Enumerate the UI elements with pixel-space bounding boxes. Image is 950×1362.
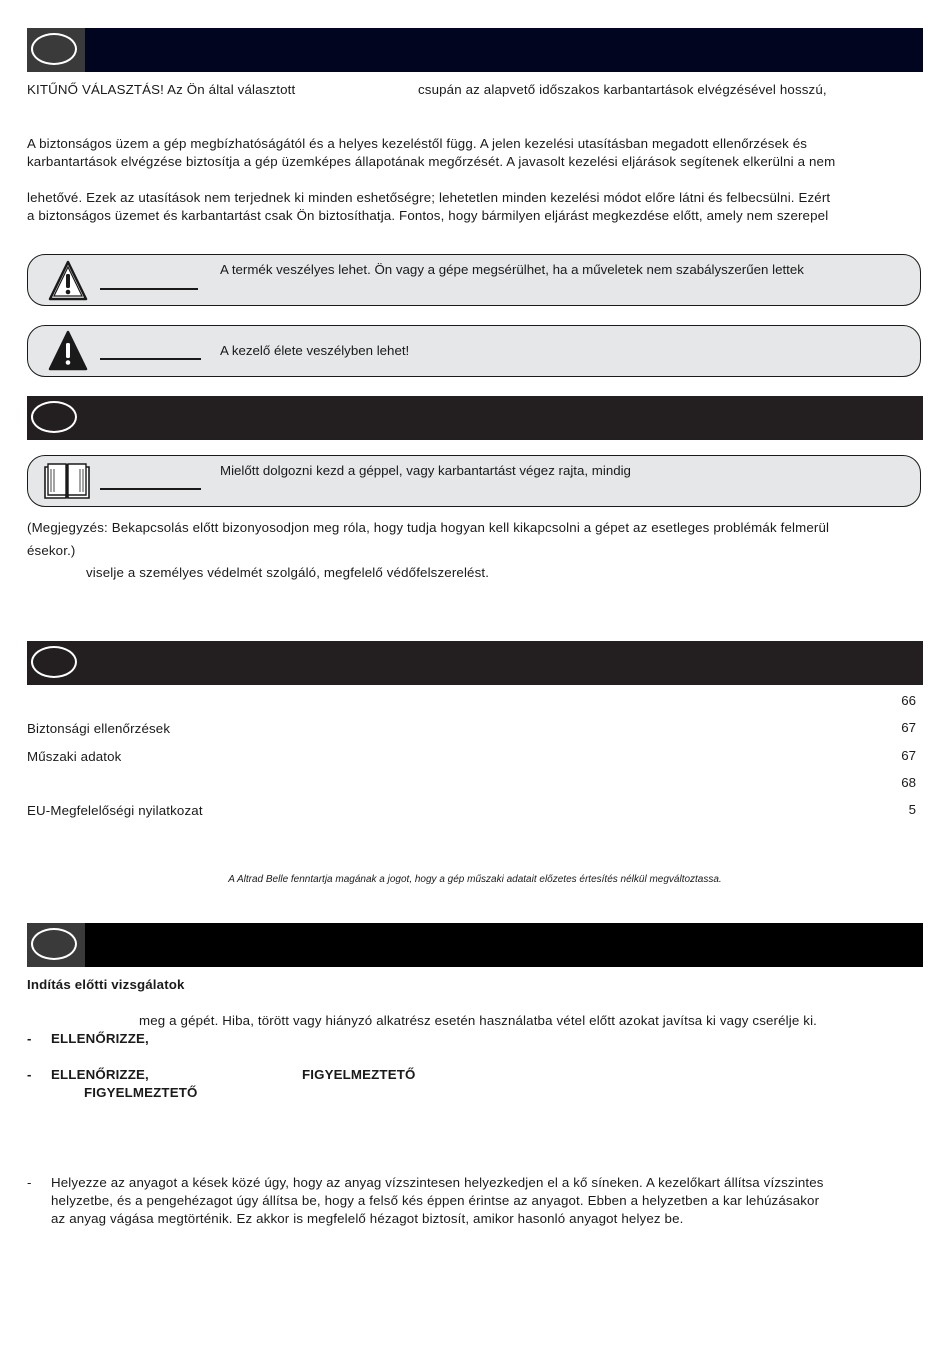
section-header-band-4: [27, 923, 923, 967]
bullet2-keyword: ELLENŐRIZZE,: [51, 1067, 149, 1082]
toc-item-page[interactable]: 68: [901, 775, 916, 790]
bullet1-keyword: ELLENŐRIZZE,: [51, 1031, 149, 1046]
language-flag-oval-icon: [31, 928, 77, 960]
section-tab: [27, 28, 85, 72]
section-tab: [27, 923, 85, 967]
disclaimer-text: A Altrad Belle fenntartja magának a jogot, hogy a gép műszaki adatait előzetes értesítés nélkül megváltoztassa.: [228, 874, 722, 885]
intro-para2-line1: A biztonságos üzem a gép megbízhatóságától és a helyes kezeléstől függ. A jelen kezelési utasításban megadott ellenőrzések és: [27, 136, 808, 151]
language-flag-oval-icon: [31, 33, 77, 65]
danger-triangle-icon: [47, 329, 89, 373]
manual-book-icon: [42, 461, 92, 501]
bullet3-line3: az anyag vágása megtörténik. Ez akkor is megfelelő hézagot biztosít, amikor hasonló anyagot helyez be.: [51, 1211, 684, 1226]
intro-para3-line2: a biztonságos üzemet és karbantartást csak Ön biztosíthatja. Fontos, hogy bármilyen eljárást megkezdése előtt, amely nem szerepel: [27, 208, 829, 223]
language-flag-oval-icon: [31, 401, 77, 433]
section-tab: [27, 396, 85, 440]
checks-line1: meg a gépét. Hiba, törött vagy hiányzó alkatrész esetén használatba vétel előtt azokat javítsa ki vagy cserélje ki.: [139, 1013, 818, 1028]
bullet3-line1: Helyezze az anyagot a kések közé úgy, hogy az anyag vízszintesen helyezkedjen el a kő síneken. A kezelőkart állítsa vízszintes: [51, 1175, 824, 1190]
intro-para2-line2: karbantartások elvégzése biztosítja a gép üzemképes állapotának megőrzését. A javasolt kezelési eljárások segítenek elkerülni a nem: [27, 154, 836, 169]
signal-word-underline: [100, 488, 201, 490]
manual-box: [27, 455, 921, 507]
toc-item-page[interactable]: 67: [901, 720, 916, 735]
note-line3: viselje a személyes védelmét szolgáló, megfelelő védőfelszerelést.: [86, 565, 490, 580]
language-flag-oval-icon: [31, 646, 77, 678]
section-tab: [27, 641, 85, 685]
intro-line1-right: csupán az alapvető időszakos karbantartások elvégzésével hosszú,: [418, 82, 827, 97]
section-header-band-2: [27, 396, 923, 440]
toc-item-page[interactable]: 66: [901, 693, 916, 708]
manual-message: Mielőtt dolgozni kezd a géppel, vagy karbantartást végez rajta, mindig: [220, 463, 631, 478]
intro-para3-line1: lehetővé. Ezek az utasítások nem terjednek ki minden eshetőségre; lehetetlen minden kezelési módot előre látni és felbecsülni. Ezért: [27, 190, 831, 205]
toc-item-label[interactable]: EU-Megfelelőségi nyilatkozat: [27, 803, 203, 818]
toc-item-page[interactable]: 5: [908, 802, 916, 817]
warning-box: [27, 254, 921, 306]
section-header-band-1: [27, 28, 923, 72]
warning-message: A termék veszélyes lehet. Ön vagy a gépe megsérülhet, ha a műveletek nem szabályszerűen lettek: [220, 262, 804, 277]
warning-triangle-icon: [47, 259, 89, 303]
note-line1: (Megjegyzés: Bekapcsolás előtt bizonyosodjon meg róla, hogy tudja hogyan kell kikapcsolni a gépet az esetleges problémák felmerül: [27, 520, 830, 535]
toc-item-label[interactable]: Biztonsági ellenőrzések: [27, 721, 171, 736]
bullet-dash: -: [27, 1175, 32, 1190]
danger-message: A kezelő élete veszélyben lehet!: [220, 343, 410, 358]
danger-box: [27, 325, 921, 377]
bullet-dash: -: [27, 1067, 32, 1082]
bullet3-line2: helyzetbe, és a pengehézagot úgy állítsa be, hogy a felső kés éppen érintse az anyagot. Ebben a helyzetben a kar lehúzásakor: [51, 1193, 820, 1208]
toc-item-page[interactable]: 67: [901, 748, 916, 763]
bullet2-keyword-warning: FIGYELMEZTETŐ: [302, 1067, 416, 1082]
bullet2-keyword-warning-2: FIGYELMEZTETŐ: [84, 1085, 198, 1100]
bullet-dash: -: [27, 1031, 32, 1046]
signal-word-underline: [100, 288, 198, 290]
checks-heading: Indítás előtti vizsgálatok: [27, 977, 185, 992]
note-line2: ésekor.): [27, 543, 76, 558]
section-header-band-3: [27, 641, 923, 685]
toc-item-label[interactable]: Műszaki adatok: [27, 749, 122, 764]
signal-word-underline: [100, 358, 201, 360]
intro-line1-left: KITŰNŐ VÁLASZTÁS! Az Ön által választott: [27, 82, 296, 97]
